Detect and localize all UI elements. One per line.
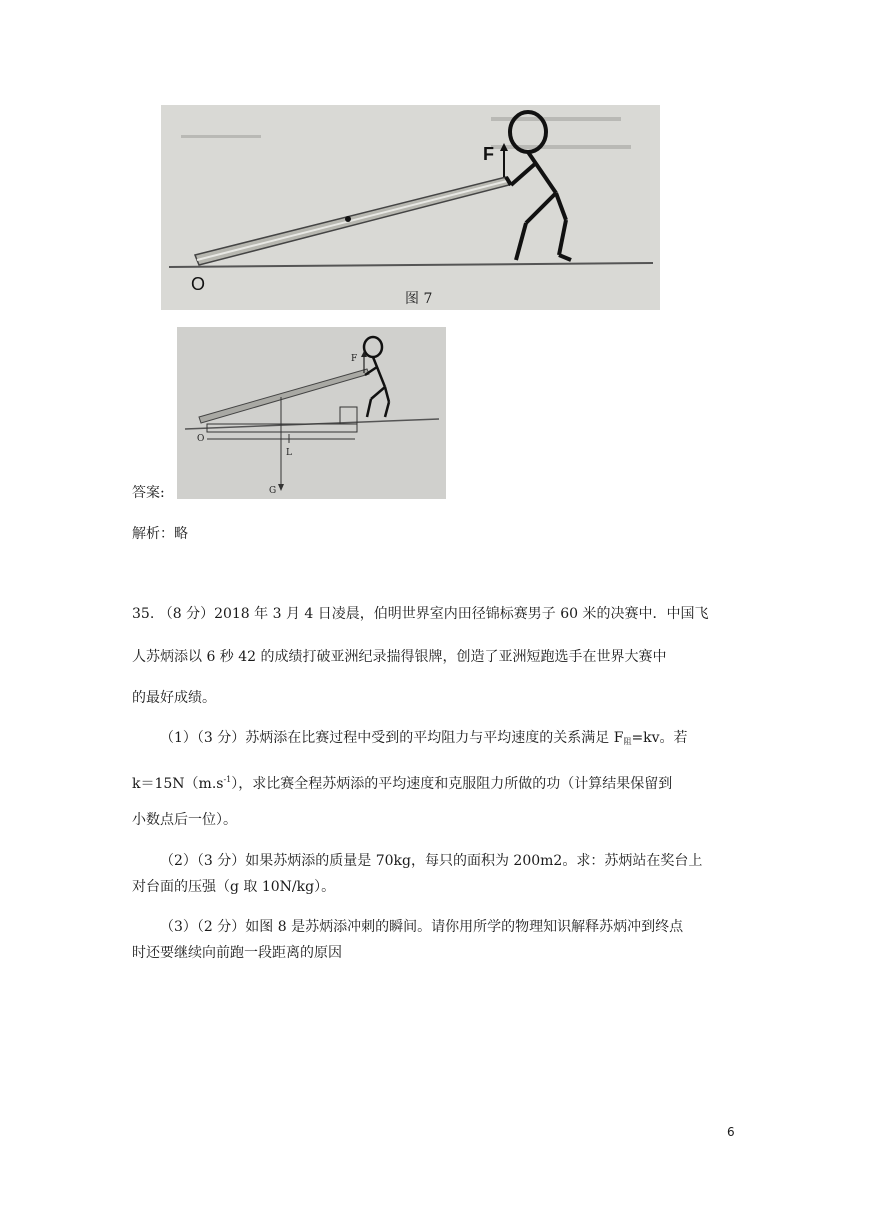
question-35-line3: 的最好成绩。	[132, 690, 216, 706]
part1-subscript: 阻	[623, 737, 632, 746]
part1-text-b: =kv。若	[631, 730, 688, 746]
label-F: F	[483, 144, 494, 164]
part1-line2	[132, 770, 672, 794]
analysis-text: 解析：略	[132, 526, 188, 542]
part2-line2: 对台面的压强（g 取 10N/kg）。	[132, 879, 336, 895]
figure-7-drawing	[161, 105, 660, 310]
part1-superscript: -1	[223, 775, 232, 784]
question-35-line2: 人苏炳添以 6 秒 42 的成绩打破亚洲纪录揣得银牌，创造了亚洲短跑选手在世界大赛中	[132, 649, 667, 665]
answer-figure	[177, 327, 446, 499]
part1-line3: 小数点后一位）。	[132, 812, 237, 828]
figure-7	[161, 105, 660, 310]
part1-text-a: （1）（3 分）苏炳添在比赛过程中受到的平均阻力与平均速度的关系满足 F	[160, 730, 624, 746]
label-F: F	[351, 354, 358, 364]
part1-text-d: ），求比赛全程苏炳添的平均速度和克服阻力所做的功（计算结果保留到	[231, 776, 673, 792]
figure-caption: 图 7	[405, 291, 433, 307]
part1-line1	[160, 728, 688, 752]
part3-line2: 时还要继续向前跑一段距离的原因	[132, 945, 342, 961]
part2-line1: （2）（3 分）如果苏炳添的质量是 70kg，每只的面积为 200m2。求：苏炳站在奖台上	[160, 853, 703, 869]
label-O: O	[197, 434, 205, 444]
part3-line1: （3）（2 分）如图 8 是苏炳添冲刺的瞬间。请你用所学的物理知识解释苏炳冲到终点	[160, 919, 684, 935]
answer-label: 答案:	[132, 485, 165, 501]
answer-figure-drawing	[177, 327, 446, 499]
center-dot	[345, 216, 351, 222]
page-number: 6	[727, 1125, 735, 1139]
label-G: G	[269, 486, 277, 496]
label-L: L	[286, 448, 292, 458]
label-O: O	[191, 274, 206, 294]
question-35-line1: 35. （8 分）2018 年 3 月 4 日凌晨，伯明世界室内田径锦标赛男子 60 米的决赛中．中国飞	[132, 606, 709, 622]
part1-text-c: k＝15N（m.s	[132, 776, 224, 792]
